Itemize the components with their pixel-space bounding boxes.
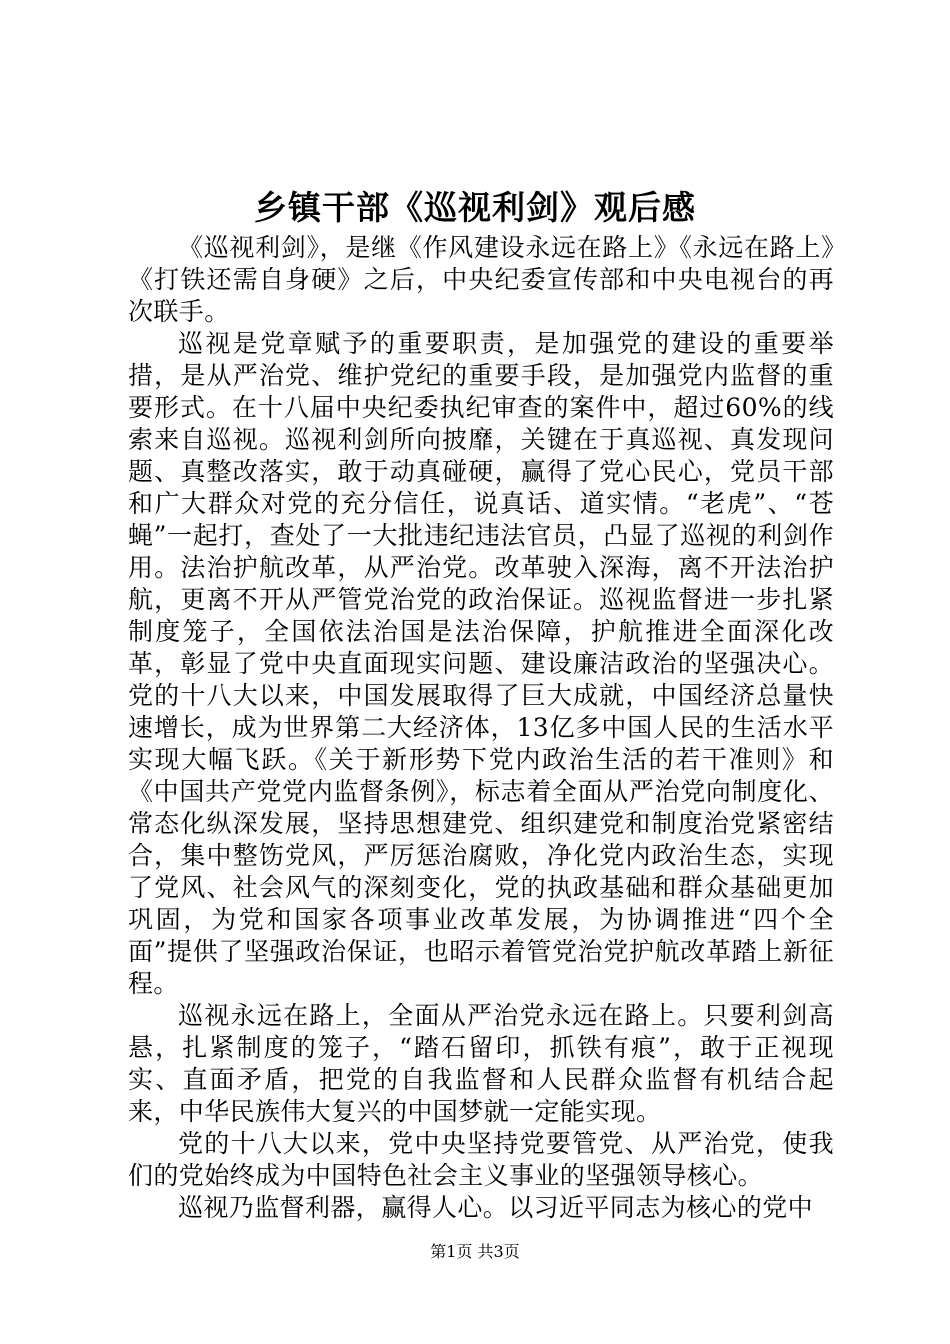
paragraph: 巡视乃监督利器，赢得人心。以习近平同志为核心的党中 bbox=[178, 1193, 814, 1222]
paragraph: 巡视是党章赋予的重要职责，是加强党的建设的重要举措，是从严治党、维护党纪的重要手段，是加强党内监督的重要形式。在十八届中央纪委执纪审查的案件中，超过60%的线索来自巡视。巡视利剑所向披靡，关键在于真巡视、真发现问题、真整改落实，敢于动真碰硬，赢得了党心民心，党员干部和广大群众对党的充分信任，说真话、道实情。“老虎”、“苍蝇”一起打，查处了一大批违纪违法官员，凸显了巡视的利剑作用。法治护航改革，从严治党。改革驶入深海，离不开法治护航，更离不开从严管党治党的政治保证。巡视监督进一步扎紧制度笼子，全国依法治国是法治保障，护航推进全面深化改革，彰显了党中央直面现实问题、建设廉洁政治的坚强决心。党的十八大以来，中国发展取得了巨大成就，中国经济总量快速增长，成为世界第二大经济体，13亿多中国人民的生活水平实现大幅飞跃。《关于新形势下党内政治生活的若干准则》和《中国共产党党内监督条例》，标志着全面从严治党向制度化、常态化纵深发展，坚持思想建党、组织建党和制度治党紧密结合，集中整饬党风，严厉惩治腐败，净化党内政治生态，实现了党风、社会风气的深刻变化，党的执政基础和群众基础更加巩固，为党和国家各项事业改革发展，为协调推进“四个全面”提供了坚强政治保证，也昭示着管党治党护航改革踏上新征程。 bbox=[128, 329, 834, 998]
paragraph: 党的十八大以来，党中央坚持党要管党、从严治党，使我们的党始终成为中国特色社会主义事业的坚强领导核心。 bbox=[128, 1129, 834, 1190]
paragraph: 《巡视利剑》，是继《作风建设永远在路上》《永远在路上》《打铁还需自身硬》之后，中央纪委宣传部和中央电视台的再次联手。 bbox=[128, 233, 834, 326]
document-body bbox=[128, 232, 834, 1224]
document-title: 乡镇干部《巡视利剑》观后感 bbox=[254, 188, 696, 227]
page-footer: 第1页 共3页 bbox=[430, 1242, 520, 1261]
paragraph: 巡视永远在路上，全面从严治党永远在路上。只要利剑高悬，扎紧制度的笼子，“踏石留印，抓铁有痕”，敢于正视现实、直面矛盾，把党的自我监督和人民群众监督有机结合起来，中华民族伟大复兴的中国梦就一定能实现。 bbox=[128, 1001, 834, 1126]
